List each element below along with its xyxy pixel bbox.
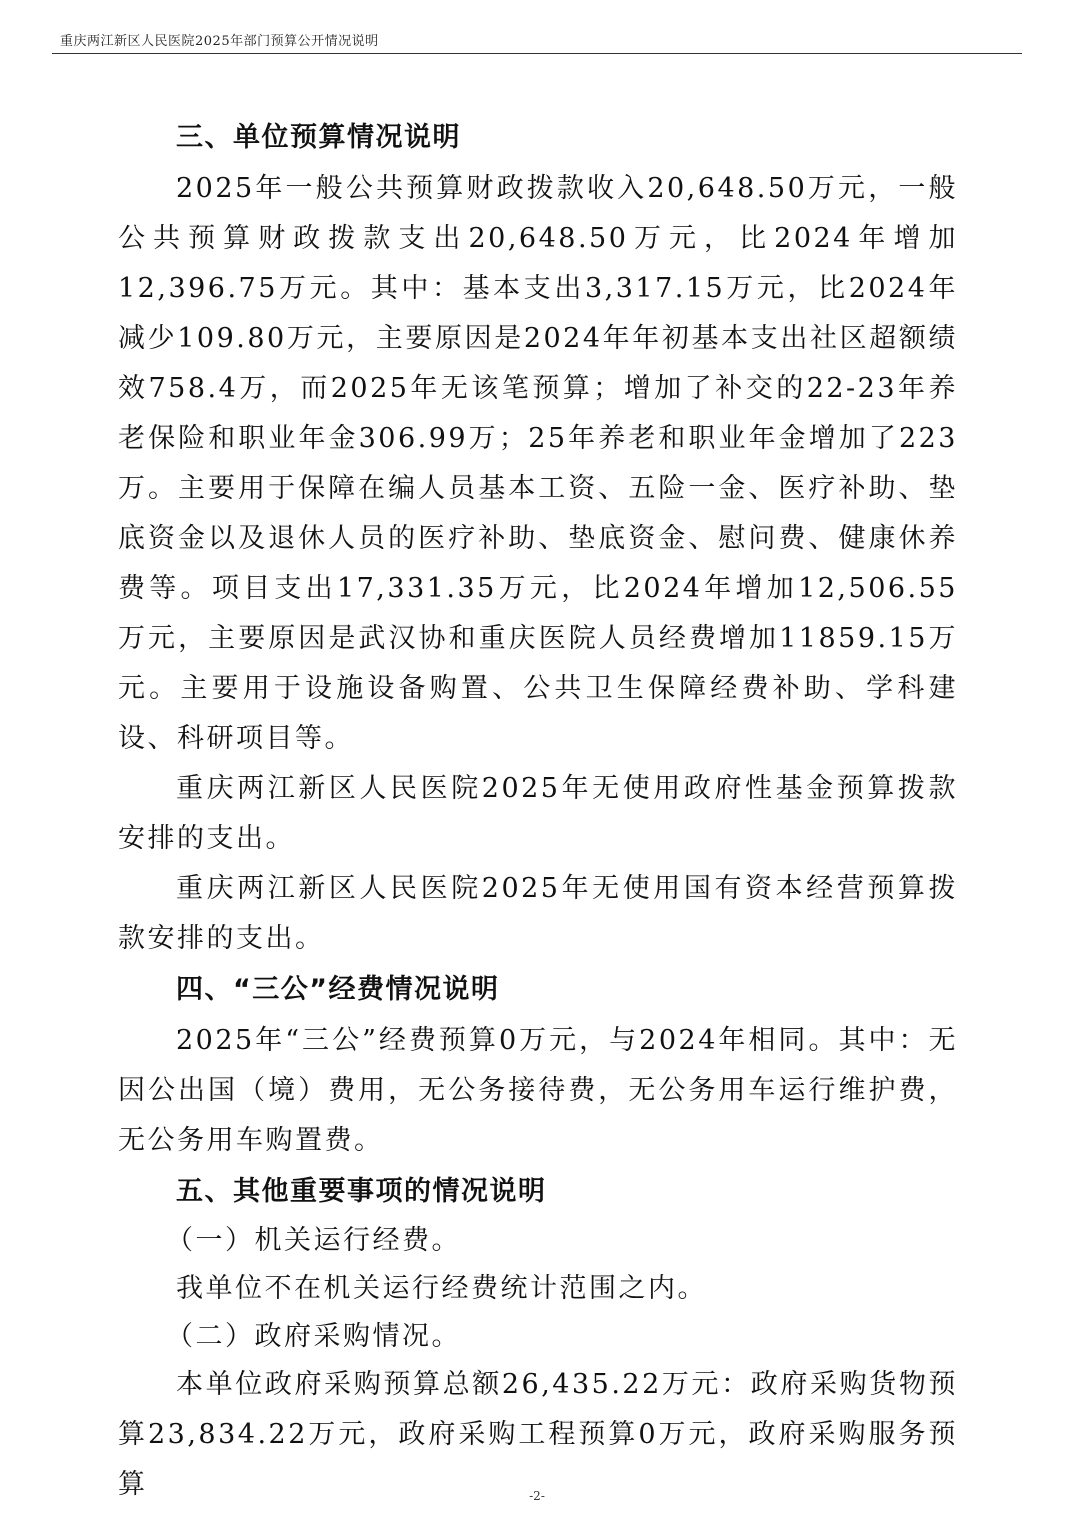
section-3-paragraph-1: 2025年一般公共预算财政拨款收入20,648.50万元，一般公共预算财政拨款支出20,648.50万元，比2024年增加12,396.75万元。其中：基本支出3,317.15万元，比2024年减少109.80万元，主要原因是2024年年初基本支出社区超额绩效758.4万，而2025年无该笔预算；增加了补交的22-23年养老保险和职业年金306.99万；25年养老和职业年金增加了223万。主要用于保障在编人员基本工资、五险一金、医疗补助、垫底资金以及退休人员的医疗补助、垫底资金、慰问费、健康休养费等。项目支出17,331.35万元，比2024年增加12,506.55万元，主要原因是武汉协和重庆医院人员经费增加11859.15万元。主要用于设施设备购置、公共卫生保障经费补助、学科建设、科研项目等。 <box>118 173 958 754</box>
section-3-heading: 三、单位预算情况说明 <box>176 122 461 153</box>
section-5-sub-1-paragraph: 我单位不在机关运行经费统计范围之内。 <box>176 1273 707 1304</box>
section-5-sub-2-paragraph: 本单位政府采购预算总额26,435.22万元：政府采购货物预算23,834.22万元，政府采购工程预算0万元，政府采购服务预算 <box>118 1369 958 1500</box>
section-4-paragraph-1: 2025年“三公”经费预算0万元，与2024年相同。其中：无因公出国（境）费用，无公务接待费，无公务用车运行维护费，无公务用车购置费。 <box>118 1025 958 1156</box>
section-3-paragraph-3: 重庆两江新区人民医院2025年无使用国有资本经营预算拨款安排的支出。 <box>118 873 958 954</box>
section-3-paragraph-2: 重庆两江新区人民医院2025年无使用政府性基金预算拨款安排的支出。 <box>118 773 958 854</box>
section-5-heading: 五、其他重要事项的情况说明 <box>176 1176 547 1207</box>
running-header: 重庆两江新区人民医院2025年部门预算公开情况说明 <box>60 34 379 49</box>
page-number: -2- <box>529 1489 545 1503</box>
document-body <box>118 112 958 1510</box>
header-rule <box>52 53 1022 54</box>
section-5-sub-1-title: （一）机关运行经费。 <box>166 1225 461 1256</box>
section-4-heading: 四、“三公”经费情况说明 <box>176 974 500 1005</box>
section-5-sub-2-title: （二）政府采购情况。 <box>166 1321 461 1352</box>
